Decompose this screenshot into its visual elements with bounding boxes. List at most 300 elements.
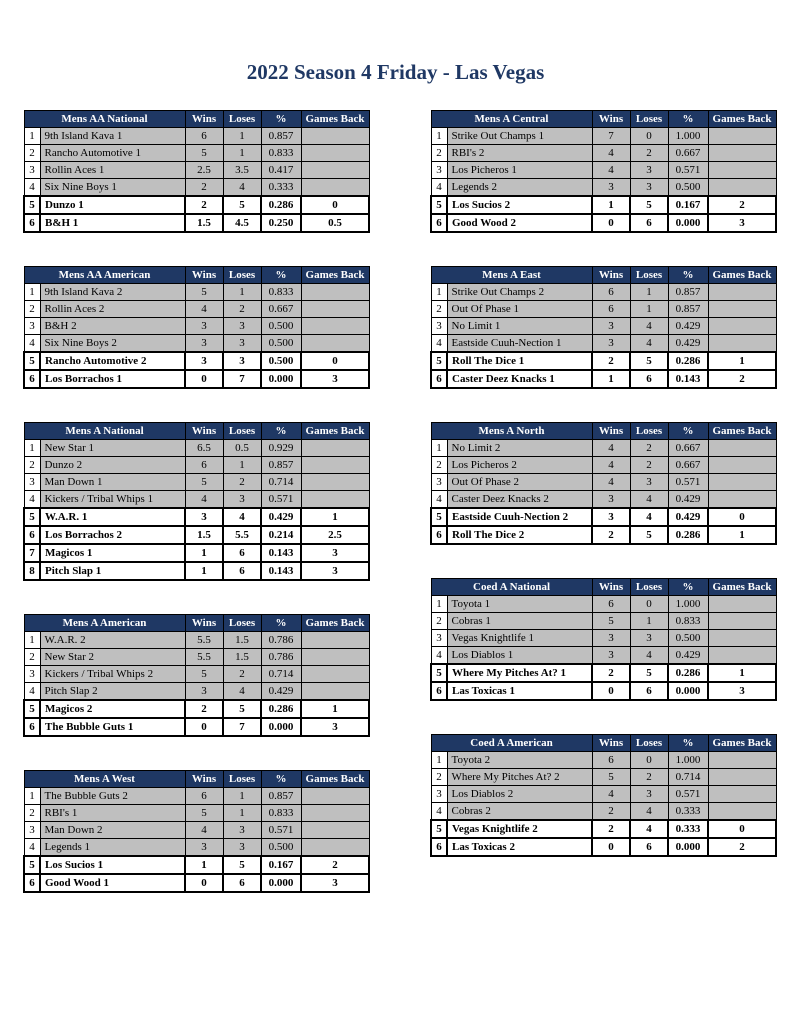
loses-cell: 2 (630, 440, 668, 457)
rank-cell: 2 (24, 805, 40, 822)
loses-cell: 5 (223, 196, 261, 214)
rank-cell: 3 (24, 822, 40, 839)
team-name-cell: Man Down 2 (40, 822, 185, 839)
left-column (23, 110, 368, 926)
team-row (431, 457, 776, 474)
wins-cell: 0 (185, 874, 223, 892)
pct-cell: 0.714 (668, 769, 708, 786)
loses-cell: 1 (223, 128, 261, 145)
pct-cell: 0.000 (261, 874, 301, 892)
team-name-cell: Cobras 2 (447, 803, 592, 821)
col-header-pct: % (261, 423, 301, 440)
rank-cell: 4 (24, 335, 40, 353)
games-back-cell: 3 (708, 682, 776, 700)
division-title: Mens A East (431, 267, 592, 284)
team-row (431, 786, 776, 803)
wins-cell: 3 (592, 630, 630, 647)
team-row (24, 162, 369, 179)
games-back-cell: 2 (708, 196, 776, 214)
team-name-cell: Toyota 2 (447, 752, 592, 769)
team-name-cell: Pitch Slap 1 (40, 562, 185, 580)
team-name-cell: The Bubble Guts 2 (40, 788, 185, 805)
wins-cell: 0 (592, 682, 630, 700)
team-name-cell: B&H 1 (40, 214, 185, 232)
rank-cell: 1 (24, 632, 40, 649)
wins-cell: 3 (592, 491, 630, 509)
wins-cell: 2 (592, 664, 630, 682)
games-back-cell: 2 (301, 856, 369, 874)
pct-cell: 0.857 (261, 457, 301, 474)
team-name-cell: Eastside Cuuh-Nection 1 (447, 335, 592, 353)
rank-cell: 1 (24, 788, 40, 805)
team-row (431, 769, 776, 786)
loses-cell: 3 (223, 491, 261, 509)
team-row (24, 856, 369, 874)
games-back-cell (301, 457, 369, 474)
team-row (24, 196, 369, 214)
col-header-loses: Loses (630, 111, 668, 128)
loses-cell: 6 (223, 874, 261, 892)
loses-cell: 1 (630, 284, 668, 301)
games-back-cell (301, 145, 369, 162)
games-back-cell: 3 (301, 874, 369, 892)
team-name-cell: B&H 2 (40, 318, 185, 335)
team-row (431, 284, 776, 301)
rank-cell: 3 (431, 630, 447, 647)
pct-cell: 0.667 (668, 457, 708, 474)
rank-cell: 3 (24, 162, 40, 179)
rank-cell: 5 (24, 196, 40, 214)
pct-cell: 0.250 (261, 214, 301, 232)
loses-cell: 0 (630, 128, 668, 145)
team-row (24, 370, 369, 388)
table-header-row (24, 771, 369, 788)
col-header-gb: Games Back (708, 111, 776, 128)
pct-cell: 0.286 (668, 664, 708, 682)
games-back-cell: 0 (301, 352, 369, 370)
team-row (431, 318, 776, 335)
team-name-cell: Legends 2 (447, 179, 592, 197)
team-row (431, 440, 776, 457)
loses-cell: 5 (630, 352, 668, 370)
wins-cell: 4 (592, 145, 630, 162)
team-row (431, 664, 776, 682)
team-row (431, 820, 776, 838)
wins-cell: 2.5 (185, 162, 223, 179)
team-name-cell: Las Toxicas 1 (447, 682, 592, 700)
team-row (431, 145, 776, 162)
pct-cell: 0.429 (668, 491, 708, 509)
team-row (24, 666, 369, 683)
rank-cell: 2 (431, 769, 447, 786)
wins-cell: 6 (592, 284, 630, 301)
wins-cell: 3 (185, 508, 223, 526)
pct-cell: 0.333 (668, 820, 708, 838)
col-header-loses: Loses (630, 267, 668, 284)
rank-cell: 6 (431, 526, 447, 544)
pct-cell: 0.667 (261, 301, 301, 318)
games-back-cell: 2 (708, 838, 776, 856)
rank-cell: 5 (24, 352, 40, 370)
division-title: Mens AA National (24, 111, 185, 128)
team-row (24, 335, 369, 353)
rank-cell: 4 (431, 335, 447, 353)
col-header-gb: Games Back (708, 423, 776, 440)
rank-cell: 5 (431, 196, 447, 214)
standings-table (23, 770, 370, 893)
rank-cell: 6 (24, 214, 40, 232)
rank-cell: 4 (24, 179, 40, 197)
team-row (431, 335, 776, 353)
pct-cell: 0.833 (261, 805, 301, 822)
games-back-cell: 0 (301, 196, 369, 214)
loses-cell: 3 (223, 335, 261, 353)
standings-table (430, 422, 777, 545)
table-header-row (24, 615, 369, 632)
team-row (431, 179, 776, 197)
team-row (431, 803, 776, 821)
col-header-pct: % (261, 111, 301, 128)
wins-cell: 3 (185, 839, 223, 857)
wins-cell: 2 (592, 820, 630, 838)
col-header-gb: Games Back (708, 579, 776, 596)
wins-cell: 5 (185, 284, 223, 301)
wins-cell: 1 (592, 196, 630, 214)
loses-cell: 6 (223, 562, 261, 580)
col-header-pct: % (668, 735, 708, 752)
loses-cell: 3 (630, 474, 668, 491)
team-name-cell: Kickers / Tribal Whips 2 (40, 666, 185, 683)
loses-cell: 1 (223, 805, 261, 822)
loses-cell: 3 (223, 822, 261, 839)
games-back-cell: 3 (708, 214, 776, 232)
rank-cell: 1 (24, 128, 40, 145)
wins-cell: 6 (592, 752, 630, 769)
wins-cell: 5 (185, 805, 223, 822)
rank-cell: 6 (431, 682, 447, 700)
col-header-pct: % (668, 579, 708, 596)
loses-cell: 2 (223, 474, 261, 491)
wins-cell: 2 (185, 700, 223, 718)
games-back-cell: 3 (301, 370, 369, 388)
rank-cell: 2 (24, 301, 40, 318)
team-name-cell: Roll The Dice 1 (447, 352, 592, 370)
games-back-cell: 1 (708, 352, 776, 370)
loses-cell: 3 (630, 630, 668, 647)
col-header-pct: % (261, 771, 301, 788)
wins-cell: 6 (592, 301, 630, 318)
team-row (24, 318, 369, 335)
games-back-cell (708, 786, 776, 803)
loses-cell: 2 (630, 145, 668, 162)
team-name-cell: Legends 1 (40, 839, 185, 857)
rank-cell: 4 (431, 491, 447, 509)
col-header-gb: Games Back (301, 771, 369, 788)
rank-cell: 6 (431, 838, 447, 856)
col-header-pct: % (668, 423, 708, 440)
table-header-row (24, 423, 369, 440)
games-back-cell: 1 (301, 508, 369, 526)
pct-cell: 1.000 (668, 596, 708, 613)
games-back-cell (301, 179, 369, 197)
team-name-cell: Good Wood 1 (40, 874, 185, 892)
team-name-cell: Caster Deez Knacks 2 (447, 491, 592, 509)
team-name-cell: Six Nine Boys 1 (40, 179, 185, 197)
pct-cell: 0.667 (668, 440, 708, 457)
loses-cell: 0 (630, 752, 668, 769)
games-back-cell (708, 128, 776, 145)
games-back-cell (301, 666, 369, 683)
rank-cell: 3 (431, 474, 447, 491)
rank-cell: 6 (24, 874, 40, 892)
wins-cell: 1.5 (185, 526, 223, 544)
team-name-cell: Vegas Knightlife 2 (447, 820, 592, 838)
rank-cell: 6 (431, 370, 447, 388)
team-row (24, 352, 369, 370)
rank-cell: 5 (431, 664, 447, 682)
team-row (431, 526, 776, 544)
rank-cell: 1 (431, 284, 447, 301)
team-name-cell: Toyota 1 (447, 596, 592, 613)
team-row (24, 649, 369, 666)
games-back-cell (708, 162, 776, 179)
pct-cell: 0.857 (261, 788, 301, 805)
table-header-row (431, 423, 776, 440)
loses-cell: 6 (630, 838, 668, 856)
wins-cell: 5 (185, 145, 223, 162)
loses-cell: 5 (223, 856, 261, 874)
rank-cell: 4 (431, 647, 447, 665)
division-title: Mens A West (24, 771, 185, 788)
games-back-cell (301, 301, 369, 318)
pct-cell: 0.571 (261, 822, 301, 839)
pct-cell: 0.333 (668, 803, 708, 821)
games-back-cell (708, 491, 776, 509)
loses-cell: 1 (223, 457, 261, 474)
loses-cell: 4 (630, 508, 668, 526)
loses-cell: 3 (223, 839, 261, 857)
pct-cell: 1.000 (668, 128, 708, 145)
team-row (24, 526, 369, 544)
wins-cell: 2 (185, 179, 223, 197)
col-header-wins: Wins (592, 111, 630, 128)
games-back-cell (301, 318, 369, 335)
loses-cell: 6 (630, 682, 668, 700)
pct-cell: 0.143 (261, 562, 301, 580)
games-back-cell: 2.5 (301, 526, 369, 544)
team-name-cell: Los Borrachos 2 (40, 526, 185, 544)
col-header-wins: Wins (592, 423, 630, 440)
wins-cell: 6 (185, 457, 223, 474)
rank-cell: 6 (24, 718, 40, 736)
team-row (24, 805, 369, 822)
games-back-cell: 0 (708, 508, 776, 526)
wins-cell: 6 (592, 596, 630, 613)
rank-cell: 1 (431, 128, 447, 145)
games-back-cell (708, 596, 776, 613)
pct-cell: 0.929 (261, 440, 301, 457)
team-name-cell: Los Sucios 2 (447, 196, 592, 214)
rank-cell: 3 (431, 786, 447, 803)
pct-cell: 0.000 (668, 682, 708, 700)
loses-cell: 2 (630, 457, 668, 474)
games-back-cell (708, 284, 776, 301)
col-header-pct: % (261, 267, 301, 284)
pct-cell: 0.500 (668, 630, 708, 647)
games-back-cell: 3 (301, 544, 369, 562)
rank-cell: 5 (24, 508, 40, 526)
pct-cell: 0.214 (261, 526, 301, 544)
wins-cell: 5 (592, 613, 630, 630)
wins-cell: 4 (592, 474, 630, 491)
wins-cell: 3 (185, 352, 223, 370)
team-row (431, 196, 776, 214)
col-header-gb: Games Back (301, 267, 369, 284)
pct-cell: 0.667 (668, 145, 708, 162)
pct-cell: 0.429 (668, 508, 708, 526)
wins-cell: 3 (592, 647, 630, 665)
loses-cell: 3 (630, 179, 668, 197)
wins-cell: 3 (185, 683, 223, 701)
team-name-cell: Los Picheros 2 (447, 457, 592, 474)
team-name-cell: Rollin Aces 2 (40, 301, 185, 318)
table-header-row (431, 267, 776, 284)
rank-cell: 2 (24, 457, 40, 474)
wins-cell: 1 (592, 370, 630, 388)
pct-cell: 0.143 (261, 544, 301, 562)
games-back-cell (708, 769, 776, 786)
wins-cell: 3 (592, 318, 630, 335)
rank-cell: 5 (431, 820, 447, 838)
standings-table (23, 266, 370, 389)
games-back-cell (708, 803, 776, 821)
rank-cell: 1 (431, 596, 447, 613)
division-title: Mens A National (24, 423, 185, 440)
team-row (24, 301, 369, 318)
wins-cell: 1 (185, 856, 223, 874)
team-row (24, 474, 369, 491)
loses-cell: 1.5 (223, 649, 261, 666)
division-title: Mens AA American (24, 267, 185, 284)
rank-cell: 2 (431, 301, 447, 318)
col-header-wins: Wins (592, 735, 630, 752)
team-row (431, 162, 776, 179)
wins-cell: 2 (185, 196, 223, 214)
rank-cell: 4 (24, 839, 40, 857)
col-header-loses: Loses (223, 111, 261, 128)
pct-cell: 0.000 (668, 214, 708, 232)
pct-cell: 0.571 (668, 474, 708, 491)
pct-cell: 0.000 (261, 718, 301, 736)
wins-cell: 5 (185, 474, 223, 491)
wins-cell: 2 (592, 352, 630, 370)
division-title: Mens A American (24, 615, 185, 632)
games-back-cell (301, 805, 369, 822)
games-back-cell (301, 632, 369, 649)
team-name-cell: Good Wood 2 (447, 214, 592, 232)
wins-cell: 0 (185, 370, 223, 388)
games-back-cell (301, 335, 369, 353)
wins-cell: 6 (185, 788, 223, 805)
standings-table (430, 578, 777, 701)
loses-cell: 5.5 (223, 526, 261, 544)
team-name-cell: New Star 1 (40, 440, 185, 457)
team-name-cell: New Star 2 (40, 649, 185, 666)
col-header-wins: Wins (185, 615, 223, 632)
col-header-loses: Loses (630, 423, 668, 440)
standings-table (23, 110, 370, 233)
team-name-cell: Las Toxicas 2 (447, 838, 592, 856)
col-header-wins: Wins (185, 423, 223, 440)
games-back-cell (301, 284, 369, 301)
wins-cell: 1 (185, 562, 223, 580)
team-row (431, 491, 776, 509)
loses-cell: 5 (223, 700, 261, 718)
rank-cell: 3 (24, 666, 40, 683)
pct-cell: 0.429 (261, 508, 301, 526)
rank-cell: 6 (24, 526, 40, 544)
games-back-cell: 0 (708, 820, 776, 838)
loses-cell: 1 (223, 145, 261, 162)
col-header-pct: % (668, 267, 708, 284)
pct-cell: 0.786 (261, 649, 301, 666)
page-title: 2022 Season 4 Friday - Las Vegas (246, 60, 545, 84)
loses-cell: 6 (223, 544, 261, 562)
loses-cell: 5 (630, 664, 668, 682)
col-header-loses: Loses (630, 579, 668, 596)
team-row (24, 683, 369, 701)
team-row (24, 491, 369, 509)
team-name-cell: Strike Out Champs 2 (447, 284, 592, 301)
pct-cell: 0.714 (261, 474, 301, 491)
games-back-cell (708, 647, 776, 665)
loses-cell: 4 (630, 491, 668, 509)
wins-cell: 6 (185, 128, 223, 145)
pct-cell: 0.786 (261, 632, 301, 649)
team-row (24, 128, 369, 145)
division-title: Mens A North (431, 423, 592, 440)
standings-table (430, 266, 777, 389)
wins-cell: 0 (592, 214, 630, 232)
games-back-cell: 3 (301, 718, 369, 736)
rank-cell: 6 (431, 214, 447, 232)
team-name-cell: Los Diablos 2 (447, 786, 592, 803)
team-name-cell: Out Of Phase 2 (447, 474, 592, 491)
rank-cell: 2 (431, 613, 447, 630)
team-row (24, 874, 369, 892)
loses-cell: 3 (630, 786, 668, 803)
team-name-cell: W.A.R. 2 (40, 632, 185, 649)
games-back-cell (708, 630, 776, 647)
rank-cell: 5 (24, 700, 40, 718)
games-back-cell (708, 752, 776, 769)
loses-cell: 6 (630, 214, 668, 232)
rank-cell: 2 (24, 649, 40, 666)
team-row (431, 647, 776, 665)
table-header-row (24, 267, 369, 284)
team-row (24, 544, 369, 562)
wins-cell: 4 (592, 162, 630, 179)
rank-cell: 5 (431, 352, 447, 370)
loses-cell: 2 (223, 301, 261, 318)
team-name-cell: 9th Island Kava 2 (40, 284, 185, 301)
pct-cell: 0.000 (668, 838, 708, 856)
col-header-loses: Loses (223, 771, 261, 788)
loses-cell: 2 (223, 666, 261, 683)
wins-cell: 0 (592, 838, 630, 856)
team-name-cell: Pitch Slap 2 (40, 683, 185, 701)
col-header-wins: Wins (592, 579, 630, 596)
